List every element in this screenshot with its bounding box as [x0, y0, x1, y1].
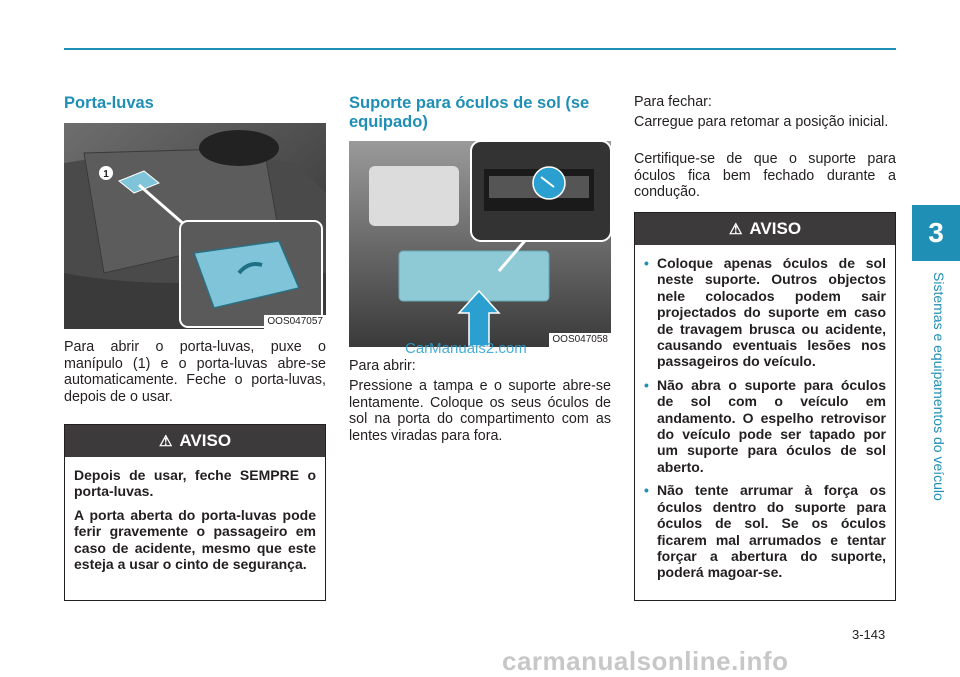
warning-item: • Não tente arrumar à força os óculos dentro do suporte para óculos de sol. Se os óculos ficarem mal arrumados e tentar forçar a abertura do suporte, poderá magoar-se. [644, 482, 886, 581]
bullet-icon: • [644, 376, 649, 393]
image-code: OOS047058 [549, 333, 611, 347]
watermark-bottom: carmanualsonline.info [502, 646, 789, 676]
warning-paragraph: A porta aberta do porta-luvas pode ferir gravemente o passageiro em caso de acidente, mesmo que este esteja a usar o cinto de segurança. [74, 506, 316, 573]
close-text-2: Certifique-se de que o suporte para óculos fica bem fechado durante a condução. [634, 151, 896, 200]
page-number: 3-143 [852, 627, 886, 642]
warning-triangle-icon: ⚠ [728, 221, 743, 238]
open-label: Para abrir: [349, 358, 416, 374]
warning-title: AVISO [179, 431, 232, 450]
warning-header [635, 213, 895, 245]
section-heading-sunglass-holder: Suporte para óculos de sol (se equipado) [349, 94, 590, 131]
close-text-1: Carregue para retomar a posição inicial. [634, 114, 889, 130]
chapter-tab: 3 [912, 205, 960, 261]
close-label: Para fechar: [634, 94, 712, 110]
warning-paragraph: Depois de usar, feche SEMPRE o porta-luvas. [74, 467, 316, 500]
warning-triangle-icon: ⚠ [158, 433, 173, 450]
warning-item: • Coloque apenas óculos de sol neste suporte. Outros objectos nele colocados podem sair projectados do suporte em caso de travagem brusca ou acidente, causando eventuais lesões nos passageiros do veículo. [644, 255, 886, 370]
chapter-title: Sistemas e equipamentos do veículo [931, 272, 947, 501]
callout-number-1: 1 [103, 169, 109, 180]
glovebox-text: Para abrir o porta-luvas, puxe o manípulo (1) e o porta-luvas abre-se automaticamente. Feche o porta-luvas, depois de o usar. [64, 339, 326, 405]
warning-box-sunglass-holder [634, 212, 896, 601]
image-code: OOS047057 [264, 315, 326, 329]
glovebox-photo [64, 123, 326, 329]
warning-title: AVISO [749, 219, 802, 238]
sunglass-holder-photo [349, 141, 611, 347]
bullet-icon: • [644, 482, 649, 499]
header-rule [64, 48, 896, 50]
open-text: Pressione a tampa e o suporte abre-se lentamente. Coloque os seus óculos de sol na porta do compartimento com as lentes viradas para fora. [349, 378, 611, 444]
warning-box-glovebox [64, 424, 326, 601]
section-heading-glovebox: Porta-luvas [64, 94, 154, 112]
warning-header [65, 425, 325, 457]
warning-item: • Não abra o suporte para óculos de sol com o veículo em andamento. O espelho retrovisor do veículo pode ser tapado por um suporte para óculos de sol aberto. [644, 376, 886, 475]
bullet-icon: • [644, 255, 649, 271]
watermark-top: CarManuals2.com [405, 340, 527, 357]
